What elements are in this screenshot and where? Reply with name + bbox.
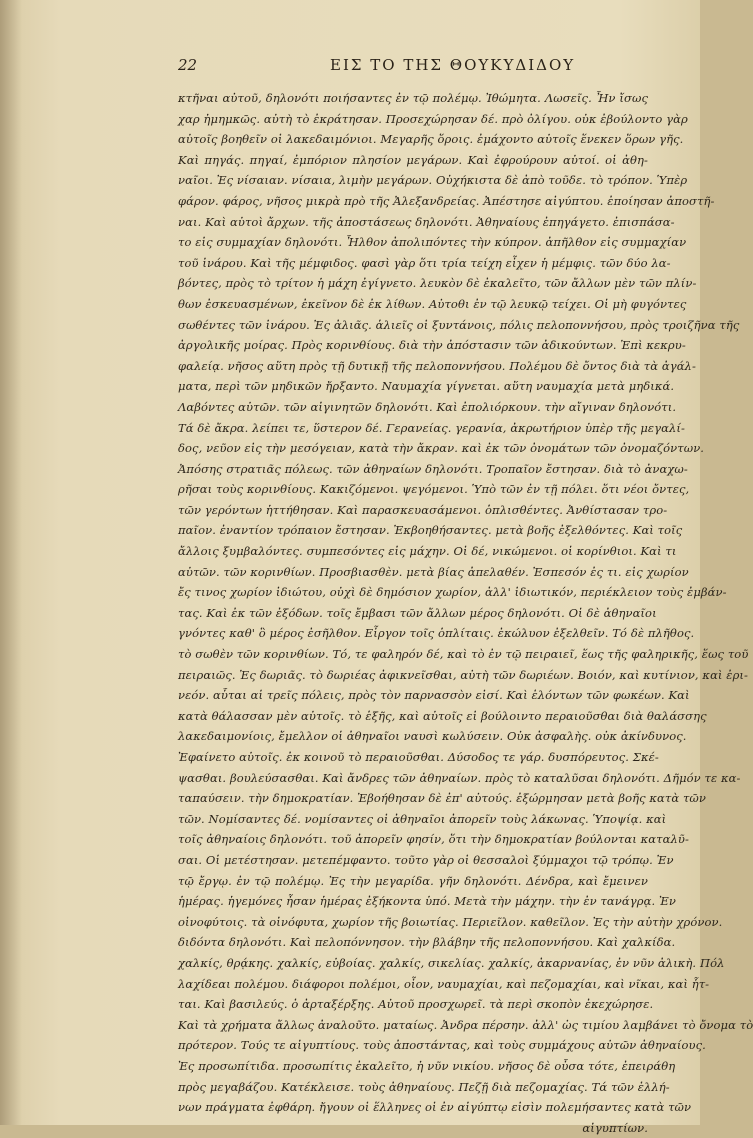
text-line: αὐτοῖς βοηθεῖν οἱ λακεδαιμόνιοι. Μεγαρῆς ὅροις. ἐμάχοντο αὐτοῖς ἕνεκεν ὅρων γῆς.: [178, 132, 684, 147]
text-line: Ἀπόσης στρατιᾶς πόλεως. τῶν ἀθηναίων δηλονότι. Τροπαῖον ἔστησαν. διὰ τὸ ἀναχω-: [178, 461, 688, 476]
text-line: ματα, περὶ τῶν μηδικῶν ἤρξαντο. Ναυμαχία γίγνεται. αὕτη ναυμαχία μετὰ μηδικά.: [178, 379, 675, 394]
text-line: ἔς τινος χωρίον ἰδιώτου, οὐχὶ δὲ δημόσιον χωρίον, ἀλλ' ἰδιωτικόν, περιέκλειον τοὺς ἐμβάν-: [178, 585, 727, 600]
text-line: Ἐφαίνετο αὐτοῖς. ἐκ κοινοῦ τὸ περαιοῦσθαι. Δύσοδος τε γάρ. δυσπόρευτος. Σκέ-: [178, 750, 659, 764]
text-line: τοῖς ἀθηναίοις δηλονότι. τοῦ ἀπορεῖν φησίν, ὅτι τὴν δημοκρατίαν βούλονται καταλῦ-: [178, 832, 689, 847]
text-line: χαρ ἠμημκῶς. αὐτὴ τὸ ἐκράτησαν. Προσεχώρησαν δέ. πρὸ ὀλίγου. οὐκ ἐβούλοντο γὰρ: [178, 111, 688, 126]
text-line: Καὶ πηγάς. πηγαί, ἐμπόριον πλησίον μεγάρων. Καὶ ἐφρούρουν αὐτοί. οἱ ἀθη-: [178, 152, 648, 167]
text-line: βόντες, πρὸς τὸ τρίτον ἡ μάχη ἐγίγνετο. λευκὸν δὲ ἐκαλεῖτο, τῶν ἄλλων μὲν τῶν πλίν-: [178, 276, 697, 291]
page-header: [178, 56, 638, 80]
text-line: ἀργολικῆς μοίρας. Πρὸς κορινθίους. διὰ τὴν ἀπόστασιν τῶν ἀδικούντων. Ἐπὶ κεκρυ-: [178, 338, 686, 353]
text-line: ται. Καὶ βασιλεύς. ὁ ἀρταξέρξης. Αὐτοῦ προσχωρεῖ. τὰ περὶ σκοπὸν ἐκεχώρησε.: [178, 997, 654, 1012]
text-line: Τά δὲ ἄκρα. λείπει τε, ὕστερον δέ. Γερανείας. γερανία, ἀκρωτήριον ὑπὲρ τῆς μεγαλί-: [178, 420, 686, 435]
text-line: τῶν. Νομίσαντες δέ. νομίσαντες οἱ ἀθηναῖοι ἀπορεῖν τοὺς λάκωνας. Ὑποψίᾳ. καὶ: [178, 811, 667, 826]
text-line: λαχίδεαι πολέμου. διάφοροι πολέμοι, οἷον, ναυμαχίαι, καὶ πεζομαχίαι, καὶ νῖκαι, καὶ ἧτ-: [178, 976, 710, 991]
text-line: παῖον. ἐναντίον τρόπαιον ἔστησαν. Ἐκβοηθήσαντες. μετὰ βοῆς ἐξελθόντες. Καὶ τοῖς: [178, 523, 683, 538]
text-line: δος, νεῦον εἰς τὴν μεσόγειαν, κατὰ τὴν ἄκραν. καὶ ἐκ τῶν ὀνομάτων τῶν ὀνομαζόντων.: [178, 441, 705, 456]
text-line: χαλκίς, θρᾴκης. χαλκίς, εὐβοίας. χαλκίς, σικελίας. χαλκίς, ἀκαρνανίας, ἐν νῦν ἀλικὴ. Πόλ: [178, 955, 725, 970]
text-line: τὸ σωθὲν τῶν κορινθίων. Τό, τε φαληρόν δέ, καὶ τὸ ἐν τῷ πειραιεῖ, ἕως τῆς φαληρικῆς, ἕως τοῦ: [178, 647, 749, 662]
text-line: τῶν γερόντων ἡττήθησαν. Καὶ παρασκευασάμενοι. ὁπλισθέντες. Ἀνθίστασαν τρο-: [178, 502, 668, 517]
text-line: Καὶ τὰ χρήματα ἄλλως ἀναλοῦτο. ματαίως. Ἀνδρα πέρσην. ἀλλ' ὡς τιμίου λαμβάνει τὸ ὄνομα τὸ: [178, 1017, 753, 1032]
text-line: πειραιῶς. Ἐς δωριᾶς. τὸ δωριέας ἀφικνεῖσθαι, αὐτὴ τῶν δωριέων. Βοιόν, καὶ κυτίνιον, καὶ ἐρι-: [178, 667, 749, 682]
text-line: ἡμέρας. ἡγεμόνες ἦσαν ἡμέρας ἐξήκοντα ὑπό. Μετὰ τὴν μάχην. τὴν ἐν τανάγρᾳ. Ἐν: [178, 894, 676, 909]
text-line: ταπαύσειν. τὴν δημοκρατίαν. Ἐβοήθησαν δὲ ἐπ' αὐτούς. ἐξώρμησαν μετὰ βοῆς κατὰ τῶν: [178, 791, 706, 806]
commentary-text: [178, 88, 753, 1138]
text-line: φάρον. φάρος, νῆσος μικρὰ πρὸ τῆς Ἀλεξανδρείας. Ἀπέστησε αἰγύπτου. ἐποίησαν ἀποστῆ-: [178, 193, 715, 208]
text-line: οἰνοφύτοις. τὰ οἰνόφυτα, χωρίον τῆς βοιωτίας. Περιεῖλον. καθεῖλον. Ἐς τὴν αὐτὴν χρόνον.: [178, 914, 723, 929]
text-line: νων πράγματα ἐφθάρη. ἤγουν οἱ ἕλληνες οἱ ἐν αἰγύπτῳ εἰσὶν πολεμήσαντες κατὰ τῶν: [178, 1100, 692, 1115]
text-line: τας. Καὶ ἐκ τῶν ἐξόδων. τοῖς ἔμβασι τῶν ἄλλων μέρος δηλονότι. Οἱ δὲ ἀθηναῖοι: [178, 605, 657, 620]
text-line: ναῖοι. Ἐς νίσαιαν. νίσαια, λιμὴν μεγάρων. Οὐχήκιστα δὲ ἀπὸ τοῦδε. τὸ τρόπον. Ὑπὲρ: [178, 173, 688, 188]
text-line: σαι. Οἱ μετέστησαν. μετεπέμφαντο. τοῦτο γὰρ οἱ θεσσαλοὶ ξύμμαχοι τῷ τρόπῳ. Ἐν: [178, 852, 674, 867]
text-line: κτῆναι αὐτοῦ, δηλονότι ποιήσαντες ἐν τῷ πολέμῳ. Ἰθώμητα. Λωσεῖς. Ἦν ἴσως: [178, 91, 648, 105]
text-line: τοῦ ἰνάρου. Καὶ τῆς μέμφιδος. φασὶ γὰρ ὅτι τρία τείχη εἶχεν ἡ μέμφις. τῶν δύο λα-: [178, 255, 671, 270]
text-line: διδόντα δηλονότι. Καὶ πελοπόννησον. τὴν βλάβην τῆς πελοποννήσου. Καὶ χαλκίδα.: [178, 935, 676, 950]
text-line: ψασθαι. βουλεύσασθαι. Καὶ ἄνδρες τῶν ἀθηναίων. πρὸς τὸ καταλῦσαι δηλονότι. Δῆμόν τε κα-: [178, 770, 741, 785]
text-line: ἄλλοις ξυμβαλόντες. συμπεσόντες εἰς μάχην. Οἱ δέ, νικώμενοι. οἱ κορίνθιοι. Καὶ τι: [178, 544, 677, 559]
text-line: αὐτῶν. τῶν κορινθίων. Προσβιασθὲν. μετὰ βίας ἀπελαθέν. Ἐσπεσόν ἐς τι. εἰς χωρίον: [178, 564, 689, 579]
text-line: λακεδαιμονίοις, ἔμελλον οἱ ἀθηναῖοι ναυσὶ κωλύσειν. Οὐκ ἀσφαλὴς. οὐκ ἀκίνδυνος.: [178, 729, 687, 744]
text-line: φαλείᾳ. νῆσος αὕτη πρὸς τῇ δυτικῇ τῆς πελοποννήσου. Πολέμου δὲ ὄντος διὰ τὰ ἀγάλ-: [178, 358, 696, 373]
running-head: ΕΙΣ ΤΟ ΤΗΣ ΘΟΥΚΥΔΙΔΟΥ: [330, 56, 576, 74]
text-line: θων ἐσκευασμένων, ἐκεῖνον δὲ ἐκ λίθων. Αὐτοθι ἐν τῷ λευκῷ τείχει. Οἱ μὴ φυγόντες: [178, 296, 687, 311]
text-line: τῷ ἔργῳ. ἐν τῷ πολέμῳ. Ἐς τὴν μεγαρίδα. γῆν δηλονότι. Δένδρα, καὶ ἔμεινεν: [178, 873, 648, 888]
text-line: ναι. Καὶ αὐτοὶ ἄρχων. τῆς ἀποστάσεως δηλονότι. Ἀθηναίους ἐπηγάγετο. ἐπισπάσα-: [178, 214, 675, 229]
page-number: 22: [178, 56, 198, 74]
text-line: γνόντες καθ' ὃ μέρος ἐσῆλθον. Εἶργον τοῖς ὁπλίταις. ἐκώλυον ἐξελθεῖν. Τό δὲ πλῆθος.: [178, 626, 695, 641]
text-line: το εἰς συμμαχίαν δηλονότι. Ἦλθον ἀπολιπόντες τὴν κύπρον. ἀπῆλθον εἰς συμμαχίαν: [178, 235, 687, 250]
text-line: πρότερον. Τούς τε αἰγυπτίους. τοὺς ἀποστάντας, καὶ τοὺς συμμάχους αὐτῶν ἀθηναίους.: [178, 1038, 706, 1053]
text-line: νεόν. αὗται αἱ τρεῖς πόλεις, πρὸς τὸν παρνασσὸν εἰσί. Καὶ ἑλόντων τῶν φωκέων. Καὶ: [178, 688, 690, 703]
text-line: αἰγυπτίων.: [582, 1120, 648, 1135]
text-line: Ἐς προσωπίτιδα. προσωπίτις ἐκαλεῖτο, ἡ νῦν νικίου. νῆσος δὲ οὖσα τότε, ἐπειράθη: [178, 1058, 676, 1073]
text-line: σωθέντες τῶν ἰνάρου. Ἐς ἀλιᾶς. ἁλιεῖς οἱ ξυντάνοις, πόλις πελοποννήσου, πρὸς τροιζῆνα τῆς: [178, 317, 740, 332]
text-line: πρὸς μεγαβάζου. Κατέκλεισε. τοὺς ἀθηναίους. Πεζῇ διὰ πεζομαχίας. Τά τῶν ἑλλή-: [178, 1079, 670, 1094]
text-line: ρῆσαι τοὺς κορινθίους. Κακιζόμενοι. ψεγόμενοι. Ὑπὸ τῶν ἐν τῇ πόλει. ὅτι νέοι ὄντες,: [178, 482, 690, 497]
text-line: Λαβόντες αὐτῶν. τῶν αἰγινητῶν δηλονότι. Καὶ ἐπολιόρκουν. τὴν αἴγιναν δηλονότι.: [178, 399, 677, 414]
text-line: κατὰ θάλασσαν μὲν αὐτοῖς. τὸ ἑξῆς, καὶ αὐτοῖς εἰ βούλοιντο περαιοῦσθαι διὰ θαλάσσης: [178, 708, 707, 723]
